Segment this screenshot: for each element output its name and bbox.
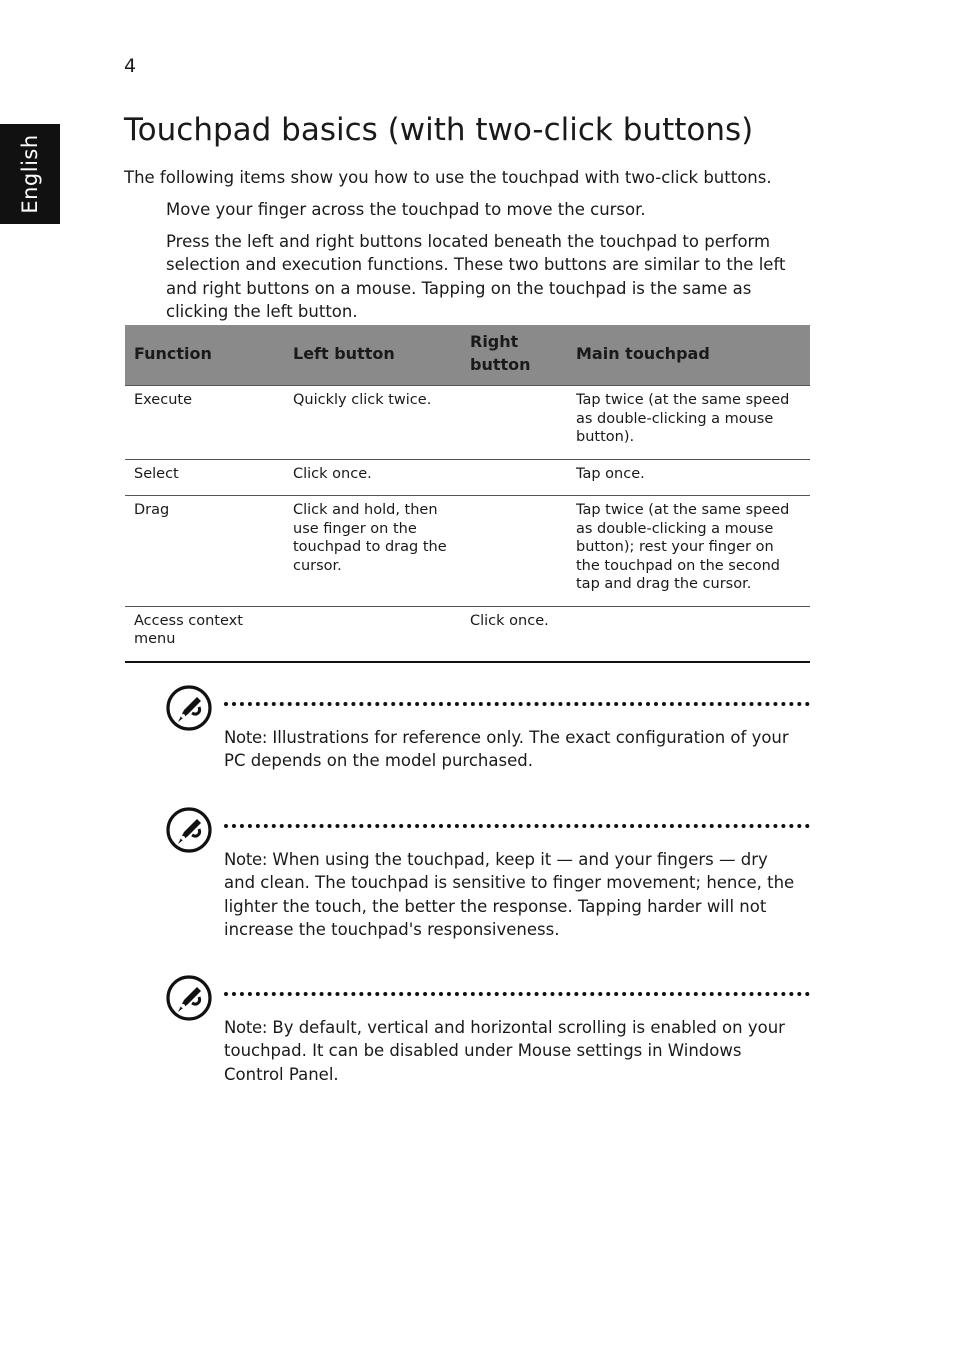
note-divider [224,702,810,706]
instruction-item: Press the left and right buttons located beneath the touchpad to perform selection and execution functions. These two buttons are similar to the left and right buttons on a mouse. Tapping on the touchpad is the same as clicking the left button. [166,232,786,321]
header-main-touchpad: Main touchpad [567,325,810,386]
table-cell: Click once. [284,459,461,496]
touchpad-functions-table [125,325,810,663]
header-left-button: Left button [284,325,461,386]
note-label: Note: [224,1018,268,1037]
table-cell: Tap twice (at the same speed as double-clicking a mouse button); rest your finger on the touchpad on the second tap and drag the cursor. [567,496,810,607]
table-cell: Click and hold, then use finger on the touchpad to drag the cursor. [284,496,461,607]
table-cell [461,386,567,460]
note-pen-icon [166,975,212,1021]
table-cell: Access context menu [125,606,284,662]
note-divider [224,992,810,996]
page-title: Touchpad basics (with two-click buttons) [124,112,754,148]
table-cell [567,606,810,662]
table-cell [461,459,567,496]
note-block [166,975,811,1095]
table-header-row [125,325,810,386]
table-row [125,606,810,662]
table-cell [284,606,461,662]
note-text: Illustrations for reference only. The exact configuration of your PC depends on the model purchased. [224,728,789,771]
table-cell: Drag [125,496,284,607]
instruction-item: Move your finger across the touchpad to move the cursor. [166,200,646,219]
note-text: When using the touchpad, keep it — and your fingers — dry and clean. The touchpad is sensitive to finger movement; hence, the lighter the touch, the better the response. Tapping harder will not increase the touchpad's responsiveness. [224,850,795,939]
table-cell: Tap twice (at the same speed as double-clicking a mouse button). [567,386,810,460]
note-label: Note: [224,728,268,747]
note-block [166,807,811,947]
table-cell: Click once. [461,606,567,662]
table-cell: Quickly click twice. [284,386,461,460]
table-cell [461,496,567,607]
header-function: Function [125,325,284,386]
note-text: By default, vertical and horizontal scrolling is enabled on your touchpad. It can be disabled under Mouse settings in Windows Control Panel. [224,1018,785,1084]
intro-paragraph: The following items show you how to use the touchpad with two-click buttons. [124,168,772,187]
note-pen-icon [166,685,212,731]
header-right-button: Right button [461,325,567,386]
side-tab-label: English [18,134,42,214]
table-row [125,459,810,496]
table-cell: Execute [125,386,284,460]
table-cell: Select [125,459,284,496]
table-cell: Tap once. [567,459,810,496]
note-block [166,685,811,785]
page-number: 4 [124,55,137,77]
note-pen-icon [166,807,212,853]
table-row [125,496,810,607]
note-divider [224,824,810,828]
table-row [125,386,810,460]
note-label: Note: [224,850,268,869]
language-side-tab [0,124,60,224]
